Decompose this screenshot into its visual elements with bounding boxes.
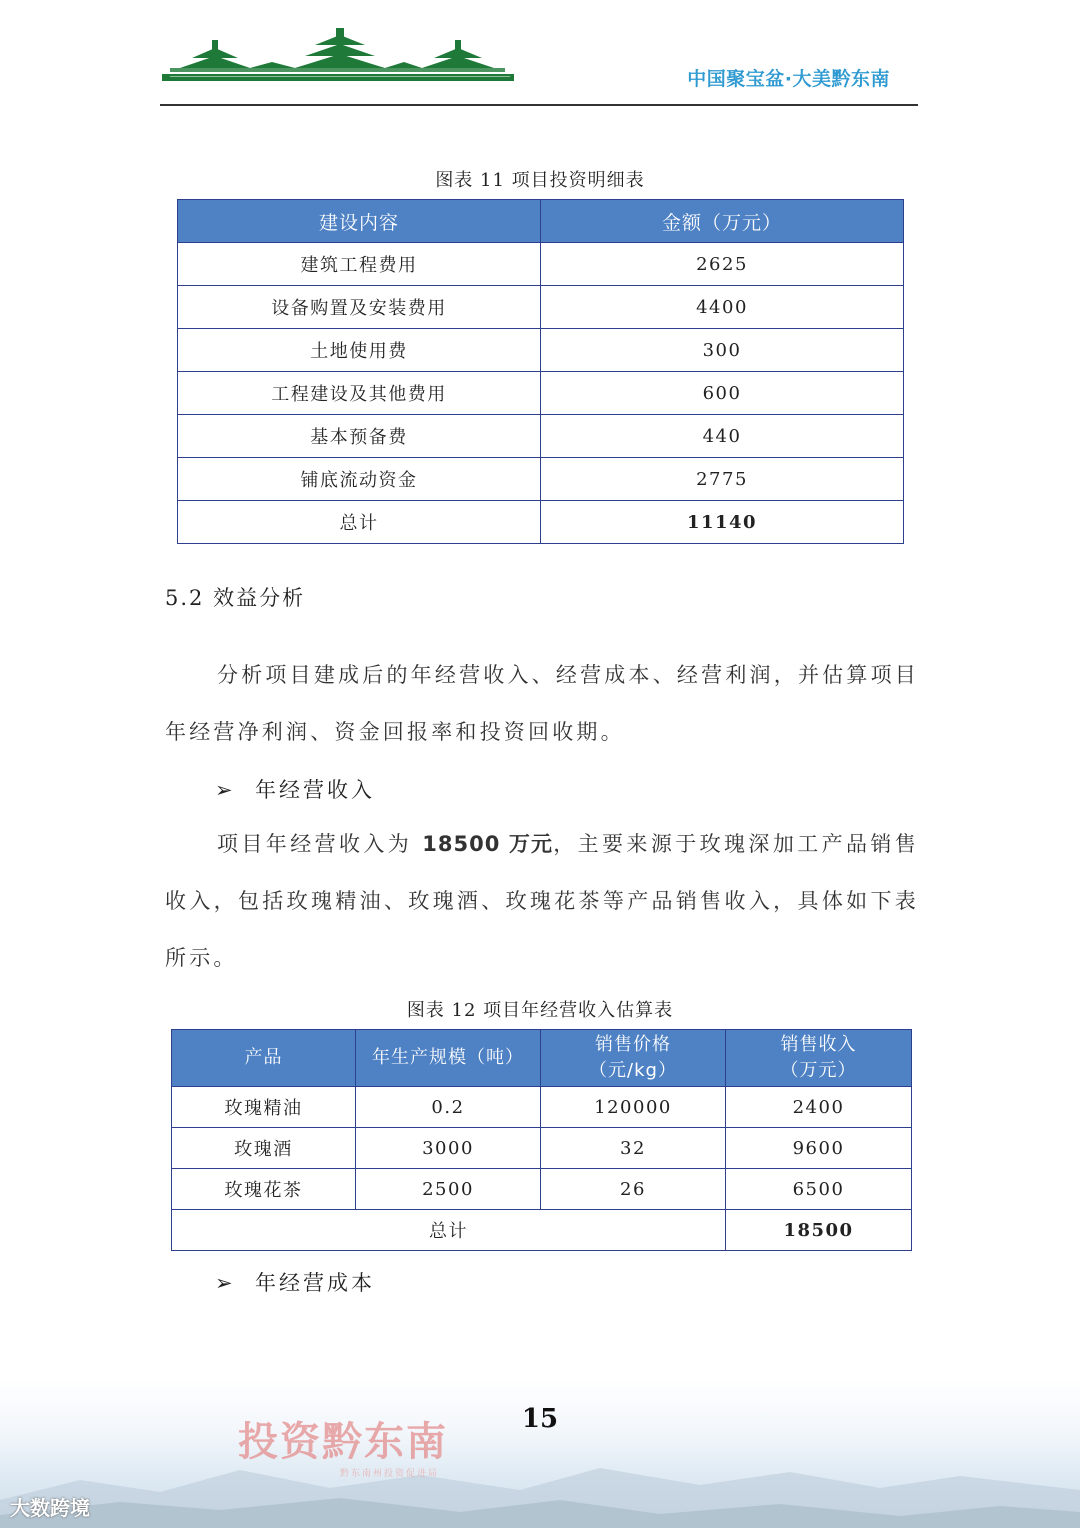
column-header: 产品 <box>172 1030 356 1087</box>
total-value: 11140 <box>541 501 904 544</box>
table-cell: 设备购置及安装费用 <box>178 286 541 329</box>
section-title: 5.2 效益分析 <box>165 586 306 610</box>
investment-detail-table <box>177 199 904 544</box>
table-header-row <box>178 200 904 243</box>
table-row <box>178 243 904 286</box>
mountain-landscape-icon <box>0 1430 1080 1528</box>
column-header <box>726 1030 912 1087</box>
header-line: 销售收入 <box>780 1034 857 1055</box>
table11-caption: 图表 11 项目投资明细表 <box>435 170 645 191</box>
watermark: 大数跨境 <box>10 1496 90 1520</box>
table-cell: 6500 <box>726 1169 912 1210</box>
table-cell: 4400 <box>541 286 904 329</box>
table-cell: 土地使用费 <box>178 329 541 372</box>
table-cell: 32 <box>541 1128 726 1169</box>
total-value: 18500 <box>726 1210 912 1251</box>
header-line: 销售价格 <box>595 1034 671 1055</box>
table-cell: 440 <box>541 415 904 458</box>
column-header: 建设内容 <box>178 200 541 243</box>
wind-rain-bridge-icon <box>160 28 520 90</box>
revenue-paragraph <box>165 816 919 987</box>
table-row <box>172 1087 912 1128</box>
table-row <box>172 1169 912 1210</box>
page-number: 15 <box>521 1404 559 1434</box>
table-cell: 铺底流动资金 <box>178 458 541 501</box>
table-cell: 工程建设及其他费用 <box>178 372 541 415</box>
table-cell: 2775 <box>541 458 904 501</box>
table-cell: 26 <box>541 1169 726 1210</box>
table-cell: 600 <box>541 372 904 415</box>
para-text: 项目年经营收入为 <box>217 832 423 856</box>
total-label: 总计 <box>172 1210 726 1251</box>
bullet-label: 年经营成本 <box>255 1271 375 1295</box>
table-cell: 2625 <box>541 243 904 286</box>
table-cell: 3000 <box>356 1128 541 1169</box>
table-cell: 0.2 <box>356 1087 541 1128</box>
table-row <box>178 286 904 329</box>
revenue-amount: 18500 万元 <box>422 832 554 856</box>
header-divider <box>160 104 918 106</box>
header-line: （元/kg） <box>589 1060 677 1081</box>
arrow-bullet-icon: ➢ <box>215 778 233 802</box>
bullet-revenue <box>215 774 375 804</box>
table-cell: 基本预备费 <box>178 415 541 458</box>
table-cell: 300 <box>541 329 904 372</box>
table-row <box>178 415 904 458</box>
product-name: 玫瑰酒 <box>172 1128 356 1169</box>
table-cell: 2500 <box>356 1169 541 1210</box>
table-row <box>178 329 904 372</box>
header-slogan: 中国聚宝盆·大美黔东南 <box>687 68 890 90</box>
table-header-row <box>172 1030 912 1087</box>
table-cell: 建筑工程费用 <box>178 243 541 286</box>
table-cell: 2400 <box>726 1087 912 1128</box>
header-line: （万元） <box>780 1060 857 1081</box>
table-row <box>178 372 904 415</box>
table-cell: 9600 <box>726 1128 912 1169</box>
table-cell: 120000 <box>541 1087 726 1128</box>
bullet-label: 年经营收入 <box>255 778 375 802</box>
table-row <box>172 1128 912 1169</box>
column-header: 金额（万元） <box>541 200 904 243</box>
bullet-cost <box>215 1267 375 1297</box>
footer-brand-logo: 投资黔东南 <box>238 1418 448 1465</box>
revenue-estimate-table <box>171 1029 912 1251</box>
para-text: ，主要来源于玫瑰深加工产品销售收入，包括玫瑰精油、玫瑰酒、玫瑰花茶等产品销售收入，具体如下表所示。 <box>165 832 920 970</box>
table-total-row <box>178 501 904 544</box>
intro-paragraph: 分析项目建成后的年经营收入、经营成本、经营利润，并估算项目年经营净利润、资金回报率和投资回收期。 <box>165 663 919 744</box>
footer-brand-subtitle: 黔东南州投资促进局 <box>340 1469 440 1479</box>
product-name: 玫瑰花茶 <box>172 1169 356 1210</box>
arrow-bullet-icon: ➢ <box>215 1271 233 1295</box>
column-header <box>541 1030 726 1087</box>
product-name: 玫瑰精油 <box>172 1087 356 1128</box>
table-total-row <box>172 1210 912 1251</box>
table-row <box>178 458 904 501</box>
page-header <box>160 28 918 108</box>
table12-caption: 图表 12 项目年经营收入估算表 <box>406 1000 674 1021</box>
total-label: 总计 <box>178 501 541 544</box>
column-header: 年生产规模（吨） <box>356 1030 541 1087</box>
